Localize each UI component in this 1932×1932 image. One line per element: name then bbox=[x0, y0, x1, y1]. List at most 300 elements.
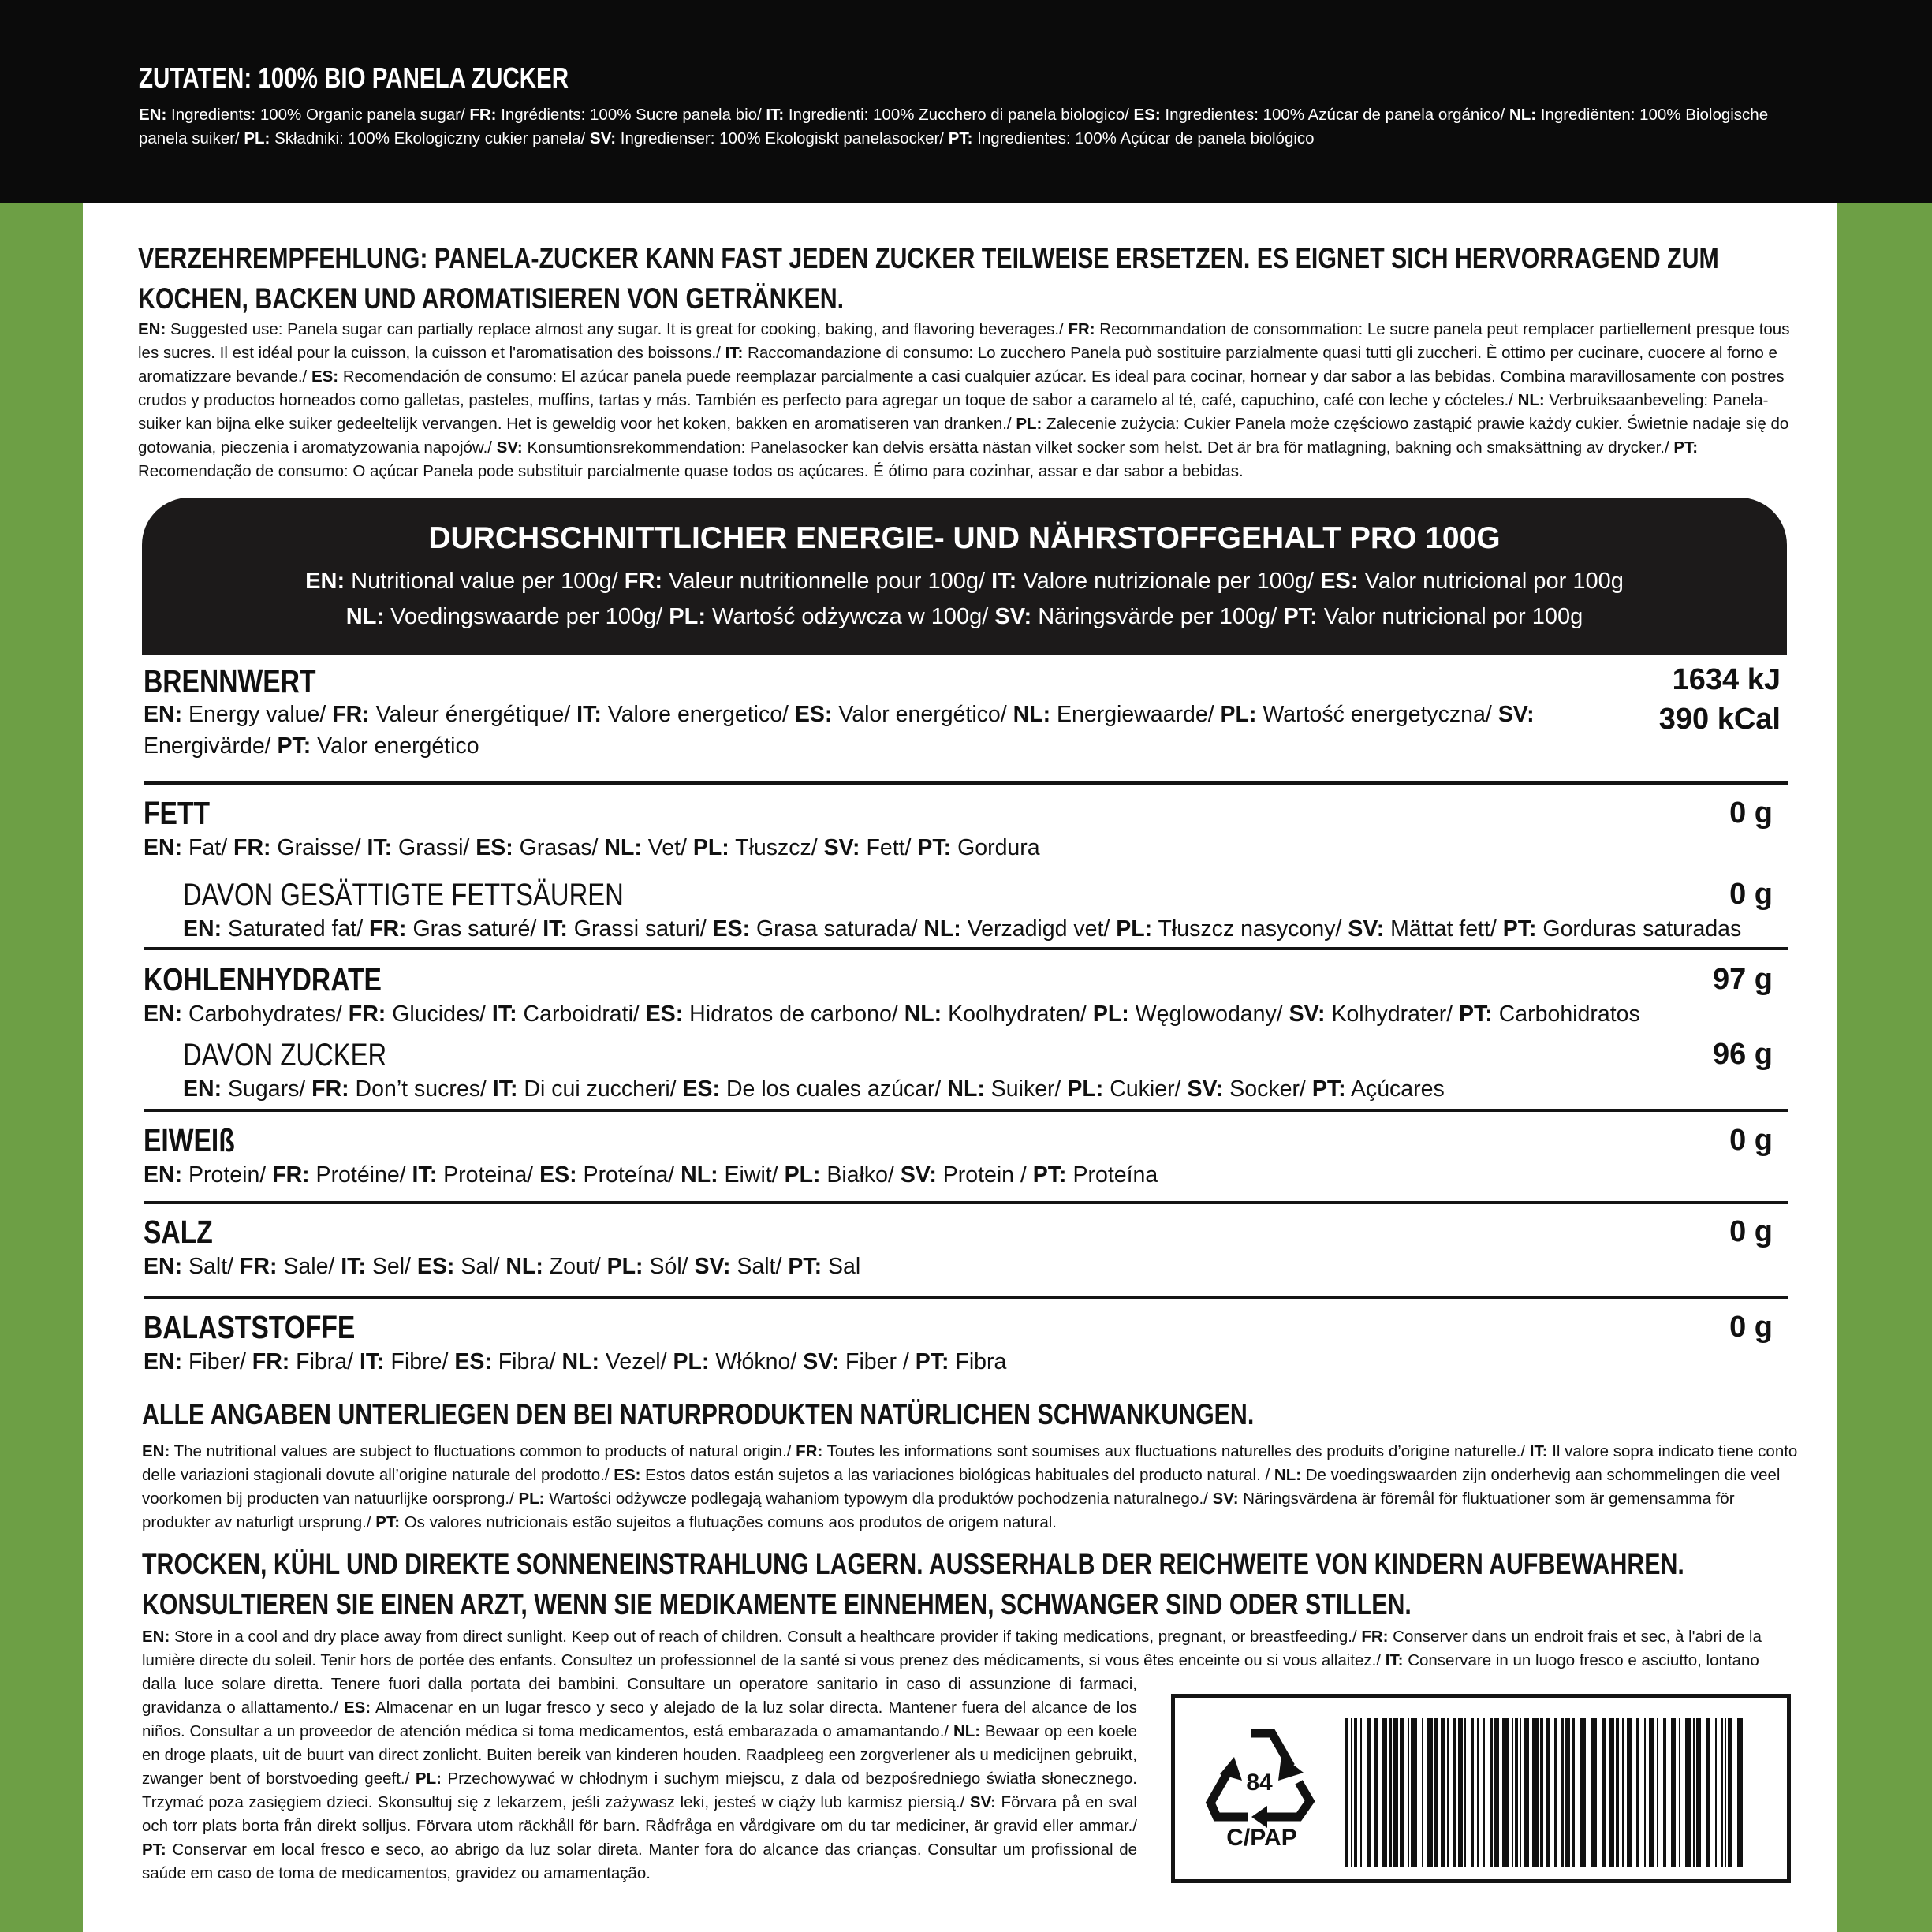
language-code: NL: bbox=[1013, 702, 1051, 727]
translation-text: Protéine/ bbox=[309, 1162, 412, 1188]
translation-text: Vezel/ bbox=[599, 1349, 673, 1374]
fat-value: 0 g bbox=[1729, 796, 1773, 830]
nutrition-row-sugar bbox=[183, 1038, 1788, 1105]
barcode-bar bbox=[1515, 1718, 1518, 1867]
translation-text: Składniki: 100% Ekologiczny cukier panela/ bbox=[270, 129, 591, 147]
translation-text: Ingredientes: 100% Azúcar de panela orgánico/ bbox=[1160, 106, 1509, 124]
translation-text: Conservare in un luogo fresco e asciutto, lontano bbox=[1403, 1651, 1759, 1669]
barcode-bar bbox=[1737, 1718, 1743, 1867]
translation-text: Conservar em local fresco e seco, ao abrigo da luz solar direta. Manter fora do alcance das crianças. Consultar um profissional de saúde em caso de toma de medicamentos, gravidez ou amamentação. bbox=[142, 1841, 1137, 1882]
barcode-bar bbox=[1546, 1718, 1550, 1867]
barcode-bar bbox=[1622, 1718, 1624, 1867]
language-code: IT: bbox=[341, 1254, 366, 1279]
saturated-value: 0 g bbox=[1729, 878, 1773, 911]
recycling-number: 84 bbox=[1246, 1770, 1273, 1796]
language-code: FR: bbox=[311, 1076, 349, 1102]
label-panel bbox=[83, 203, 1837, 1932]
translation-text: Salt/ bbox=[730, 1254, 789, 1279]
divider bbox=[144, 781, 1788, 785]
nutrition-subtitle-line2 bbox=[142, 604, 1787, 630]
language-code: PT: bbox=[142, 1841, 166, 1859]
translation-text: Valor nutricional por 100g bbox=[1358, 569, 1624, 594]
barcode-bar bbox=[1345, 1718, 1348, 1867]
barcode-bar bbox=[1411, 1718, 1417, 1867]
fiber-translations bbox=[144, 1346, 1788, 1378]
language-code: PL: bbox=[415, 1770, 442, 1788]
language-code: FR: bbox=[239, 1254, 278, 1279]
translation-text: Grassi/ bbox=[392, 835, 476, 860]
translation-text: Protein/ bbox=[182, 1162, 273, 1188]
translation-text: Il valore sopra indicato tiene conto delle variazioni stagionali dovute all’origine naturale del prodotto./ bbox=[142, 1442, 1798, 1484]
language-code: ES: bbox=[476, 835, 513, 860]
barcode-bar bbox=[1512, 1718, 1513, 1867]
language-code: ES: bbox=[712, 916, 751, 942]
translation-text: Białko/ bbox=[820, 1162, 901, 1188]
translation-text: Carboidrati/ bbox=[517, 1001, 646, 1027]
divider bbox=[144, 947, 1788, 950]
barcode-bar bbox=[1524, 1718, 1529, 1867]
translation-text: Suggested use: Panela sugar can partially replace almost any sugar. It is great for cooking, baking, and flavoring beverages./ bbox=[166, 320, 1069, 338]
translation-text: Näringsvärdena är föremål för fluktuationer som är gemensamma för produkter av naturligt ursprung./ bbox=[142, 1490, 1735, 1531]
storage-title: TROCKEN, KÜHL UND DIREKTE SONNENEINSTRAHLUNG LAGERN. AUSSERHALB DER REICHWEITE VON KINDERN AUFBEWAHREN. KONSULTIEREN SIE EINEN ARZT, WENN SIE MEDIKAMENTE EINNEHMEN, SCHWANGER SIND ODER STILLEN. bbox=[142, 1548, 1684, 1621]
language-code: NL: bbox=[1517, 391, 1545, 409]
language-code: EN: bbox=[142, 1442, 170, 1460]
language-code: PT: bbox=[948, 129, 973, 147]
language-code: IT: bbox=[543, 916, 568, 942]
language-code: FR: bbox=[796, 1442, 823, 1460]
translation-text: Don’t sucres/ bbox=[349, 1076, 493, 1102]
language-code: ES: bbox=[311, 367, 339, 386]
translation-text: Sel/ bbox=[365, 1254, 417, 1279]
language-code: IT: bbox=[367, 835, 393, 860]
fat-label: FETT bbox=[144, 795, 211, 831]
language-code: NL: bbox=[681, 1162, 718, 1188]
language-code: EN: bbox=[144, 1349, 183, 1374]
translation-text: Energy value/ bbox=[182, 702, 333, 727]
language-code: SV: bbox=[823, 835, 860, 860]
translation-text: Fat/ bbox=[182, 835, 234, 860]
translation-text: Tłuszcz nasycony/ bbox=[1152, 916, 1348, 942]
translation-text: Almacenar en un lugar fresco y seco y alejado de la luz solar directa. Mantener fuera del alcance de los niños. Consultar a un proveedor de atención médica si toma medicamentos, está embarazada o amamantando./ bbox=[142, 1699, 1137, 1740]
translation-text: Grasas/ bbox=[513, 835, 605, 860]
language-code: IT: bbox=[576, 702, 602, 727]
saturated-label: DAVON GESÄTTIGTE FETTSÄUREN bbox=[183, 878, 624, 912]
barcode-bar bbox=[1483, 1718, 1485, 1867]
translation-text: Valor energético bbox=[311, 733, 479, 759]
language-code: FR: bbox=[1361, 1628, 1389, 1646]
translation-text: Ingredients: 100% Organic panela sugar/ bbox=[166, 106, 470, 124]
translation-text: Ingrédients: 100% Sucre panela bio/ bbox=[496, 106, 766, 124]
barcode-bar bbox=[1427, 1718, 1433, 1867]
translation-text: Recomendação de consumo: O açúcar Panela pode substituir parcialmente quase todos os açúcares. É ótimo para cozinhar, assar e dar sabor a bebidas. bbox=[138, 462, 1244, 480]
storage-translations-bottom bbox=[142, 1673, 1137, 1885]
language-code: EN: bbox=[144, 835, 183, 860]
protein-translations bbox=[144, 1159, 1788, 1191]
language-code: FR: bbox=[332, 702, 370, 727]
language-code: PT: bbox=[788, 1254, 822, 1279]
translation-text: Zalecenie zużycia: Cukier Panela może częściowo zastąpić prawie każdy cukier. Świetnie nadaje się do gotowania, pieczenia i aromatyzowania napojów./ bbox=[138, 415, 1789, 457]
language-code: FR: bbox=[1068, 320, 1095, 338]
energy-kj-value: 1634 kJ bbox=[1672, 663, 1781, 696]
translation-text: Verzadigd vet/ bbox=[960, 916, 1117, 942]
language-code: NL: bbox=[1509, 106, 1537, 124]
translation-text: Valore energetico/ bbox=[601, 702, 795, 727]
nutrition-title: DURCHSCHNITTLICHER ENERGIE- UND NÄHRSTOFFGEHALT PRO 100G bbox=[428, 521, 1501, 555]
translation-text: Carbohydrates/ bbox=[182, 1001, 349, 1027]
nutrition-row-fat bbox=[144, 795, 1788, 863]
barcode-bar bbox=[1389, 1718, 1392, 1867]
language-code: EN: bbox=[183, 1076, 222, 1102]
language-code: PL: bbox=[1220, 702, 1257, 727]
translation-text: Valore nutrizionale per 100g/ bbox=[1016, 569, 1321, 594]
language-code: PT: bbox=[917, 835, 952, 860]
translation-text: Os valores nutricionais estão sujeitos a flutuações comuns aos produtos de origem natural. bbox=[400, 1513, 1057, 1531]
language-code: IT: bbox=[1529, 1442, 1548, 1460]
translation-text: Grasa saturada/ bbox=[750, 916, 924, 942]
barcode-bar bbox=[1464, 1718, 1466, 1867]
nutrition-row-protein bbox=[144, 1122, 1788, 1191]
barcode-bar bbox=[1657, 1718, 1658, 1867]
translation-text: Ingredientes: 100% Açúcar de panela biológico bbox=[972, 129, 1315, 147]
barcode-bar bbox=[1477, 1718, 1479, 1867]
nutrition-row-carbs bbox=[144, 961, 1788, 1030]
language-code: FR: bbox=[469, 106, 497, 124]
sugar-translations bbox=[183, 1073, 1788, 1105]
translation-text: Konsumtionsrekommendation: Panelasocker kan delvis ersätta nästan vilket socker som helst. Det är bra för matlagning, bakning och smaksättning av drycker./ bbox=[522, 438, 1674, 457]
translation-text: Salt/ bbox=[182, 1254, 240, 1279]
language-code: IT: bbox=[1385, 1651, 1404, 1669]
translation-text: Koolhydraten/ bbox=[942, 1001, 1093, 1027]
barcode-bar bbox=[1447, 1718, 1449, 1867]
language-code: EN: bbox=[142, 1628, 170, 1646]
barcode-bar bbox=[1367, 1718, 1371, 1867]
translation-text: Verbruiksaanbeveling: Panela-suiker kan bijna elke suiker gedeeltelijk vervangen. Het is geweldig voor het koken, bakken en aromatiseren van dranken./ bbox=[138, 391, 1769, 433]
translation-text: Näringsvärde per 100g/ bbox=[1031, 604, 1284, 629]
barcode-bar bbox=[1616, 1718, 1619, 1867]
translation-text: Wartość odżywcza w 100g/ bbox=[705, 604, 995, 629]
barcode-bar bbox=[1494, 1718, 1499, 1867]
usage-translations bbox=[138, 318, 1794, 483]
translation-text: Bewaar op een koele en droge plaats, uit de buurt van direct zonlicht. Buiten bereik van kinderen houden. Raadpleeg een zorgverlener als u medicijnen gebruikt, zwanger bent of borstvoeding geeft./ bbox=[142, 1722, 1137, 1788]
nutrition-row-salt bbox=[144, 1214, 1788, 1282]
translation-text: Gorduras saturadas bbox=[1536, 916, 1742, 942]
salt-value: 0 g bbox=[1729, 1215, 1773, 1248]
translation-text: Fiber/ bbox=[182, 1349, 252, 1374]
translation-text: Nutritional value per 100g/ bbox=[345, 569, 625, 594]
language-code: EN: bbox=[305, 569, 345, 594]
translation-text: Conserver dans un endroit frais et sec, à l'abri de la lumière directe du soleil. Tenir hors de portée des enfants. Consultez un professionnel de la santé si vous prenez des médicaments, si vous êtes enceinte ou si vous allaitez./ bbox=[142, 1628, 1762, 1669]
language-code: IT: bbox=[725, 344, 744, 362]
barcode-bar bbox=[1471, 1718, 1474, 1867]
barcode-icon bbox=[1345, 1718, 1747, 1867]
barcode-bar bbox=[1532, 1718, 1539, 1867]
barcode-bar bbox=[1671, 1718, 1676, 1867]
translation-text: Açúcares bbox=[1345, 1076, 1445, 1102]
divider bbox=[144, 1109, 1788, 1112]
ingredients-bar bbox=[0, 0, 1932, 203]
language-code: NL: bbox=[345, 604, 385, 629]
translation-text: Tłuszcz/ bbox=[729, 835, 824, 860]
recycle-triangle-icon bbox=[1203, 1718, 1321, 1852]
nutrition-row-fiber bbox=[144, 1309, 1788, 1378]
translation-text: Di cui zuccheri/ bbox=[517, 1076, 683, 1102]
recycling-barcode-box bbox=[1171, 1694, 1791, 1883]
barcode-bar bbox=[1434, 1718, 1438, 1867]
ingredients-title: ZUTATEN: 100% BIO PANELA ZUCKER bbox=[139, 62, 569, 94]
language-code: PL: bbox=[244, 129, 270, 147]
language-code: PL: bbox=[673, 1349, 710, 1374]
language-code: PL: bbox=[784, 1162, 821, 1188]
translation-text: Proteina/ bbox=[437, 1162, 540, 1188]
language-code: FR: bbox=[348, 1001, 386, 1027]
language-code: FR: bbox=[233, 835, 271, 860]
language-code: ES: bbox=[343, 1699, 371, 1717]
saturated-translations bbox=[183, 913, 1788, 945]
storage-translations-top bbox=[142, 1625, 1798, 1673]
nutrition-row-saturated bbox=[183, 878, 1788, 945]
language-code: FR: bbox=[272, 1162, 310, 1188]
barcode-bar bbox=[1721, 1718, 1723, 1867]
translation-text: Hidratos de carbono/ bbox=[683, 1001, 904, 1027]
barcode-bar bbox=[1490, 1718, 1493, 1867]
translation-text: Mättat fett/ bbox=[1384, 916, 1503, 942]
translation-text: Eiwit/ bbox=[718, 1162, 785, 1188]
language-code: EN: bbox=[144, 1162, 183, 1188]
translation-text: Carbohidratos bbox=[1492, 1001, 1640, 1027]
language-code: EN: bbox=[138, 320, 166, 338]
translation-text: Sugars/ bbox=[222, 1076, 312, 1102]
language-code: EN: bbox=[144, 702, 183, 727]
translation-text: De voedingswaarden zijn onderhevig aan schommelingen die veel voorkomen bij producten van natuurlijke oorsprong./ bbox=[142, 1466, 1781, 1508]
fiber-label: BALASTSTOFFE bbox=[144, 1309, 356, 1345]
translation-text: Sól/ bbox=[643, 1254, 695, 1279]
translation-text: Socker/ bbox=[1223, 1076, 1312, 1102]
language-code: EN: bbox=[139, 106, 167, 124]
barcode-bar bbox=[1554, 1718, 1557, 1867]
language-code: ES: bbox=[416, 1254, 455, 1279]
language-code: IT: bbox=[491, 1001, 517, 1027]
salt-label: SALZ bbox=[144, 1214, 213, 1250]
carbs-translations bbox=[144, 998, 1788, 1030]
protein-value: 0 g bbox=[1729, 1124, 1773, 1157]
language-code: FR: bbox=[252, 1349, 290, 1374]
energy-label: BRENNWERT bbox=[144, 663, 316, 699]
sugar-value: 96 g bbox=[1712, 1038, 1773, 1071]
language-code: SV: bbox=[590, 129, 617, 147]
language-code: NL: bbox=[953, 1722, 981, 1740]
energy-translations bbox=[144, 699, 1610, 762]
language-code: IT: bbox=[359, 1349, 385, 1374]
translation-text: dalla luce solare diretta. Tenere fuori dalla portata dei bambini. Consultare un operatore sanitario in caso di assunzione di farmaci, gravidanza o allattamento./ bbox=[142, 1675, 1137, 1717]
divider bbox=[144, 1201, 1788, 1204]
language-code: EN: bbox=[183, 916, 222, 942]
translation-text: Grassi saturi/ bbox=[567, 916, 713, 942]
translation-text: Wartości odżywcze podlegają wahaniom typowym dla produktów pochodzenia naturalnego./ bbox=[544, 1490, 1213, 1508]
language-code: FR: bbox=[369, 916, 407, 942]
barcode-bar bbox=[1728, 1718, 1732, 1867]
barcode-bar bbox=[1609, 1718, 1614, 1867]
nutrition-row-energy bbox=[144, 663, 1788, 762]
translation-text: Fibra bbox=[949, 1349, 1007, 1374]
translation-text: Toutes les informations sont soumises aux fluctuations naturelles des produits d’origine naturelle./ bbox=[822, 1442, 1530, 1460]
barcode-bar bbox=[1663, 1718, 1666, 1867]
translation-text: Sal/ bbox=[454, 1254, 506, 1279]
barcode-bar bbox=[1354, 1718, 1357, 1867]
barcode-bar bbox=[1649, 1718, 1654, 1867]
language-code: NL: bbox=[923, 916, 961, 942]
translation-text: Przechowywać w chłodnym i suchym miejscu, z dala od bezpośredniego światła słonecznego. Trzymać poza zasięgiem dzieci. Skonsultuj się z lekarzem, jeśli zażywasz leki, jesteś w ciąży lub karmisz piersią./ bbox=[142, 1770, 1137, 1811]
language-code: NL: bbox=[561, 1349, 599, 1374]
translation-text: Zout/ bbox=[543, 1254, 607, 1279]
language-code: NL: bbox=[947, 1076, 985, 1102]
barcode-bar bbox=[1393, 1718, 1398, 1867]
language-code: NL: bbox=[505, 1254, 543, 1279]
language-code: IT: bbox=[991, 569, 1017, 594]
language-code: SV: bbox=[694, 1254, 731, 1279]
translation-text: Fett/ bbox=[860, 835, 918, 860]
translation-text: Protein / bbox=[936, 1162, 1033, 1188]
translation-text: Vet/ bbox=[641, 835, 693, 860]
language-code: SV: bbox=[803, 1349, 840, 1374]
language-code: PL: bbox=[606, 1254, 643, 1279]
language-code: PT: bbox=[1311, 1076, 1346, 1102]
translation-text: Voedingswaarde per 100g/ bbox=[384, 604, 669, 629]
barcode-bar bbox=[1706, 1718, 1710, 1867]
language-code: IT: bbox=[492, 1076, 518, 1102]
barcode-bar bbox=[1696, 1718, 1701, 1867]
translation-text: Glucides/ bbox=[386, 1001, 492, 1027]
language-code: SV: bbox=[496, 438, 523, 457]
barcode-bar bbox=[1685, 1718, 1691, 1867]
disclaimer-translations bbox=[142, 1440, 1798, 1535]
translation-text: Valeur nutritionnelle pour 100g/ bbox=[662, 569, 992, 594]
translation-text: Włókno/ bbox=[709, 1349, 804, 1374]
translation-text: Proteína/ bbox=[576, 1162, 681, 1188]
barcode-bar bbox=[1408, 1718, 1409, 1867]
barcode-bar bbox=[1725, 1718, 1726, 1867]
fat-translations bbox=[144, 832, 1788, 863]
language-code: PT: bbox=[277, 733, 311, 759]
carbs-value: 97 g bbox=[1712, 963, 1773, 996]
language-code: PT: bbox=[1459, 1001, 1493, 1027]
translation-text: Energiewaarde/ bbox=[1050, 702, 1221, 727]
language-code: SV: bbox=[1187, 1076, 1224, 1102]
barcode-bar bbox=[1374, 1718, 1378, 1867]
translation-text: Recomendación de consumo: El azúcar panela puede reemplazar parcialmente a casi cualquier azúcar. Es ideal para cocinar, hornear y dar sabor a las bebidas. Combina maravillosamente con postres crudos y productos horneados como galletas, pasteles, muffins, tartas y más. También es perfecto para agregar un toque de sabor a caramelo al té, café, capuchino, café con leche y cócteles./ bbox=[138, 367, 1785, 409]
language-code: EN: bbox=[144, 1254, 183, 1279]
language-code: ES: bbox=[645, 1001, 684, 1027]
translation-text: Wartość energetyczna/ bbox=[1256, 702, 1498, 727]
barcode-bar bbox=[1382, 1718, 1387, 1867]
barcode-bar bbox=[1693, 1718, 1695, 1867]
translation-text: Sale/ bbox=[277, 1254, 341, 1279]
language-code: EN: bbox=[144, 1001, 183, 1027]
translation-text: Fiber / bbox=[839, 1349, 916, 1374]
barcode-bar bbox=[1572, 1718, 1575, 1867]
sugar-label: DAVON ZUCKER bbox=[183, 1038, 387, 1072]
salt-translations bbox=[144, 1251, 1788, 1282]
nutrition-subtitle-line1 bbox=[142, 569, 1787, 595]
translation-text: Estos datos están sujetos a las variaciones biológicas habituales del producto natural. / bbox=[640, 1466, 1274, 1484]
language-code: SV: bbox=[1497, 702, 1535, 727]
translation-text: Ingrediënten: 100% Biologische panela suiker/ bbox=[139, 106, 1769, 147]
language-code: IT: bbox=[766, 106, 785, 124]
protein-label: EIWEIß bbox=[144, 1122, 235, 1158]
barcode-bar bbox=[1715, 1718, 1717, 1867]
language-code: ES: bbox=[454, 1349, 492, 1374]
barcode-bar bbox=[1502, 1718, 1509, 1867]
translation-text: Energivärde/ bbox=[144, 733, 278, 759]
language-code: PT: bbox=[1673, 438, 1699, 457]
language-code: PL: bbox=[1116, 916, 1153, 942]
translation-text: Proteína bbox=[1066, 1162, 1158, 1188]
translation-text: Kolhydrater/ bbox=[1325, 1001, 1460, 1027]
barcode-bar bbox=[1636, 1718, 1639, 1867]
barcode-bar bbox=[1422, 1718, 1423, 1867]
ingredients-translations bbox=[139, 103, 1795, 151]
language-code: ES: bbox=[1133, 106, 1161, 124]
language-code: ES: bbox=[1320, 569, 1359, 594]
language-code: SV: bbox=[900, 1162, 937, 1188]
translation-text: Valor nutricional por 100g bbox=[1317, 604, 1583, 629]
barcode-bar bbox=[1453, 1718, 1456, 1867]
barcode-bar bbox=[1679, 1718, 1680, 1867]
barcode-bar bbox=[1458, 1718, 1463, 1867]
translation-text: The nutritional values are subject to fluctuations common to products of natural origin./ bbox=[170, 1442, 796, 1460]
barcode-bar bbox=[1540, 1718, 1543, 1867]
language-code: IT: bbox=[412, 1162, 438, 1188]
translation-text: Gordura bbox=[951, 835, 1040, 860]
barcode-bar bbox=[1565, 1718, 1570, 1867]
language-code: ES: bbox=[539, 1162, 577, 1188]
divider bbox=[144, 1296, 1788, 1299]
language-code: PT: bbox=[915, 1349, 949, 1374]
barcode-bar bbox=[1591, 1718, 1597, 1867]
translation-text: Store in a cool and dry place away from direct sunlight. Keep out of reach of children. Consult a healthcare provider if taking medications, pregnant, or breastfeeding./ bbox=[170, 1628, 1362, 1646]
nutrition-table-header bbox=[142, 498, 1787, 655]
language-code: PT: bbox=[1283, 604, 1318, 629]
language-code: PL: bbox=[669, 604, 706, 629]
barcode-bar bbox=[1561, 1718, 1564, 1867]
recycling-code: C/PAP bbox=[1226, 1825, 1297, 1851]
energy-kcal-value: 390 kCal bbox=[1658, 703, 1781, 736]
barcode-bar bbox=[1360, 1718, 1362, 1867]
language-code: ES: bbox=[614, 1466, 641, 1484]
translation-text: Fibra/ bbox=[289, 1349, 360, 1374]
barcode-bar bbox=[1602, 1718, 1606, 1867]
language-code: SV: bbox=[1348, 916, 1385, 942]
translation-text: Valeur énergétique/ bbox=[369, 702, 577, 727]
translation-text: Węglowodany/ bbox=[1128, 1001, 1289, 1027]
carbs-label: KOHLENHYDRATE bbox=[144, 961, 382, 998]
language-code: PT: bbox=[375, 1513, 401, 1531]
language-code: PT: bbox=[1502, 916, 1537, 942]
language-code: PL: bbox=[518, 1490, 545, 1508]
translation-text: Suiker/ bbox=[984, 1076, 1068, 1102]
language-code: FR: bbox=[624, 569, 663, 594]
translation-text: Cukier/ bbox=[1103, 1076, 1188, 1102]
language-code: SV: bbox=[1212, 1490, 1239, 1508]
translation-text: Recommandation de consommation: Le sucre panela peut remplacer partiellement presque tous les sucres. Il est idéal pour la cuisson, la cuisson et l'aromatisation des boissons./ bbox=[138, 320, 1790, 362]
language-code: NL: bbox=[604, 835, 642, 860]
barcode-bar bbox=[1520, 1718, 1521, 1867]
translation-text: Raccomandazione di consumo: Lo zucchero Panela può sostituire parzialmente quasi tutti gli zuccheri. È ottimo per cucinare, cuocere al forno e aromatizzare bevande./ bbox=[138, 344, 1777, 386]
barcode-bar bbox=[1580, 1718, 1586, 1867]
barcode-bar bbox=[1644, 1718, 1646, 1867]
translation-text: Ingredienti: 100% Zucchero di panela biologico/ bbox=[784, 106, 1134, 124]
translation-text: De los cuales azúcar/ bbox=[720, 1076, 948, 1102]
language-code: PT: bbox=[1032, 1162, 1067, 1188]
